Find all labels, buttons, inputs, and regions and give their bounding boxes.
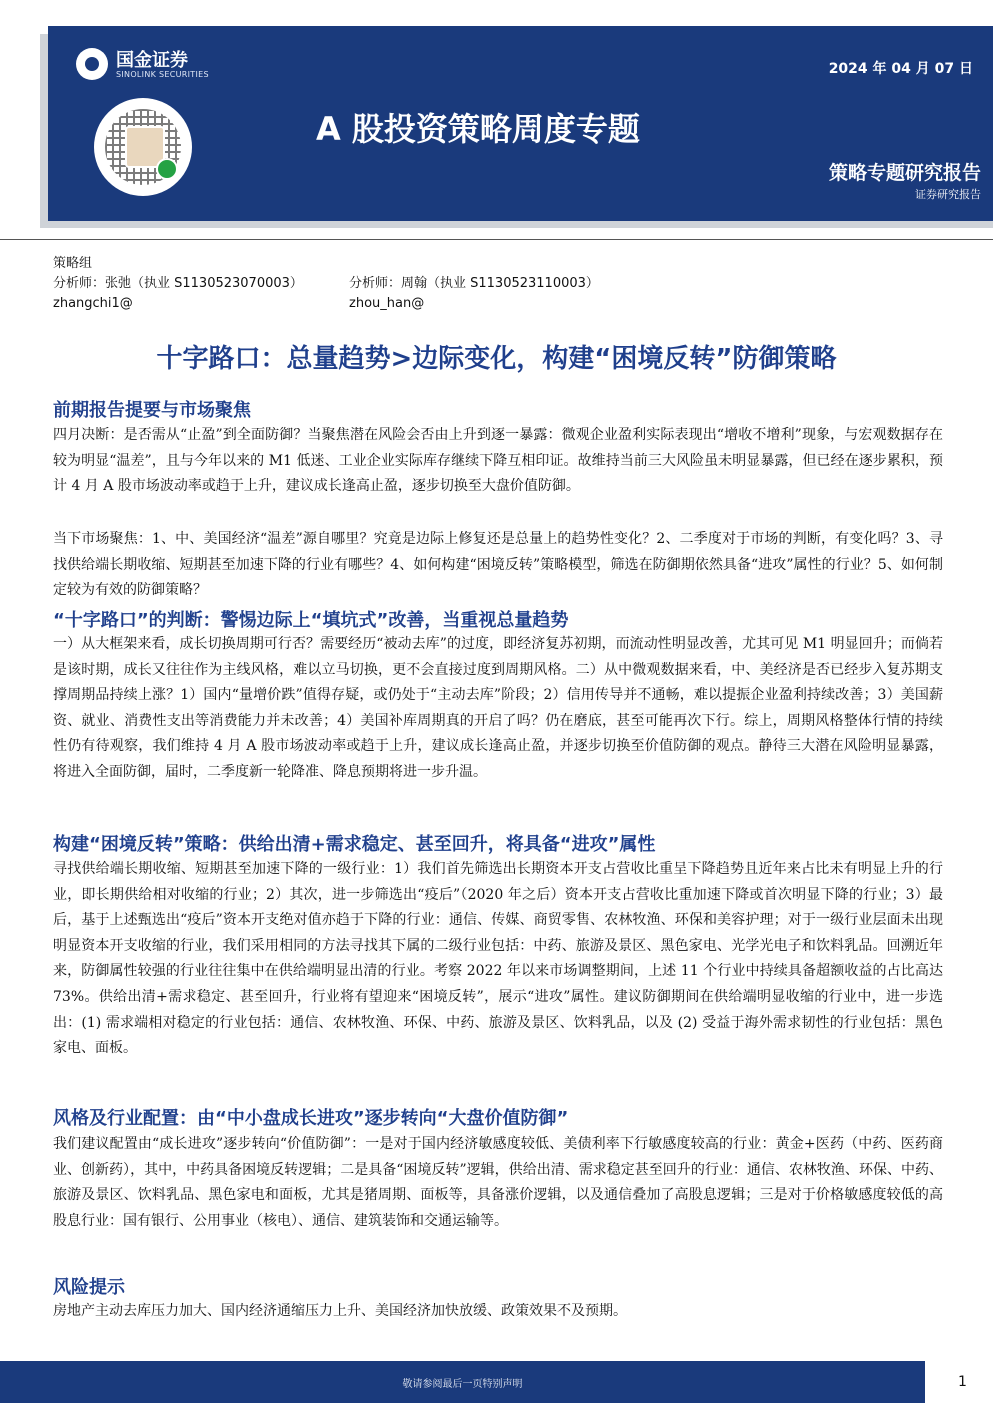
report-series-title: A 股投资策略周度专题 — [316, 110, 640, 148]
analyst-1-name: 分析师：张弛（执业 S1130523070003） — [53, 276, 303, 291]
analyst-block — [53, 254, 599, 314]
section-title-strategy: 构建“困境反转”策略：供给出清+需求稳定、甚至回升，将具备“进攻”属性 — [53, 834, 656, 855]
report-subtitle: 证券研究报告 — [915, 188, 981, 201]
analyst-1-email[interactable]: zhangchi1@ — [53, 296, 133, 311]
qr-code-icon — [94, 98, 192, 196]
mini-program-icon — [156, 158, 178, 180]
section-title-risk: 风险提示 — [53, 1277, 125, 1298]
paragraph: 当下市场聚焦：1、中、美国经济“温差”源自哪里？究竟是边际上修复还是总量上的趋势性变化？2、二季度对于市场的判断，有变化吗？3、寻找供给端长期收缩、短期甚至加速下降的行业有哪些？4、如何构建“困境反转”策略模型，筛选在防御期依然具备“进攻”属性的行业？5、如何制定较为有效的防御策略？ — [53, 531, 943, 599]
report-header — [48, 26, 993, 221]
logo-name-en: SINOLINK SECURITIES — [116, 70, 209, 79]
footer-notice: 敬请参阅最后一页特别声明 — [402, 1379, 523, 1390]
analyst-group: 策略组 — [53, 256, 93, 271]
page-number: 1 — [958, 1374, 967, 1390]
footer-bar — [0, 1361, 925, 1403]
paragraph: 我们建议配置由“成长进攻”逐步转向“价值防御”：一是对于国内经济敏感度较低、美债利率下行敏感度较高的行业：黄金+医药（中药、医药商业、创新药），其中，中药具备困境反转逻辑；二是具备“困境反转”逻辑，供给出清、需求稳定甚至回升的行业：通信、农林牧渔、环保、中药、旅游及景区、饮料乳品、黑色家电和面板，尤其是猪周期、面板等，具备涨价逻辑，以及通信叠加了高股息逻辑；三是对于价格敏感度较低的高股息行业：国有银行、公用事业（核电）、通信、建筑装饰和交通运输等。 — [53, 1136, 943, 1229]
section-title-allocation: 风格及行业配置：由“中小盘成长进攻”逐步转向“大盘价值防御” — [53, 1108, 569, 1129]
report-type: 策略专题研究报告 — [828, 162, 981, 184]
header-divider — [0, 239, 993, 240]
analyst-2-name: 分析师：周翰（执业 S1130523110003） — [349, 276, 599, 291]
paragraph: 一）从大框架来看，成长切换周期可行否？需要经历“被动去库”的过度，即经济复苏初期，而流动性明显改善，尤其可见 M1 明显回升；而倘若是该时期，成长又往往作为主线风格，难以立马切换，更不会直接过度到周期风格。二）从中微观数据来看，中、美经济是否已经步入复苏期支撑周期品持续上涨？1）国内“量增价跌”值得存疑，或仍处于“主动去库”阶段；2）信用传导并不通畅，难以提振企业盈利持续改善；3）美国薪资、就业、消费性支出等消费能力并未改善；4）美国补库周期真的开启了吗？仍在磨底，甚至可能再次下行。综上，周期风格整体行情的持续性仍有待观察，我们维持 4 月 A 股市场波动率或趋于上升，建议成长逢高止盈，并逐步切换至价值防御的观点。静待三大潜在风险明显暴露，将进入全面防御，届时，二季度新一轮降准、降息预期将进一步升温。 — [53, 636, 943, 780]
company-logo — [76, 46, 209, 86]
analyst-2-email[interactable]: zhou_han@ — [349, 296, 425, 311]
paragraph: 房地产主动去库压力加大、国内经济通缩压力上升、美国经济加快放缓、政策效果不及预期。 — [53, 1303, 627, 1319]
report-date: 2024 年 04 月 07 日 — [828, 61, 973, 77]
logo-name-cn: 国金证券 — [116, 50, 188, 71]
section-title-crossroads: “十字路口”的判断：警惕边际上“填坑式”改善，当重视总量趋势 — [53, 610, 569, 631]
paragraph: 寻找供给端长期收缩、短期甚至加速下降的一级行业：1）我们首先筛选出长期资本开支占营收比重呈下降趋势且近年来占比未有明显上升的行业，即长期供给相对收缩的行业；2）其次，进一步筛选出“疫后”（2020 年之后）资本开支占营收比重加速下降或首次明显下降的行业；3）最后，基于上述甄选出“疫后”资本开支绝对值亦趋于下降的行业：通信、传媒、商贸零售、农林牧渔、环保和美容护理；对于一级行业层面未出现明显资本开支收缩的行业，我们采用相同的方法寻找其下属的二级行业包括：中药、旅游及景区、黑色家电、光学光电子和饮料乳品。回溯近年来，防御属性较强的行业往往集中在供给端明显出清的行业。考察 2022 年以来市场调整期间，上述 11 个行业中持续具备超额收益的占比高达 73%。供给出清+需求稳定、甚至回升，行业将有望迎来“困境反转”，展示“进攻”属性。建议防御期间在供给端明显收缩的行业中，进一步选出：(1) 需求端相对稳定的行业包括：通信、农林牧渔、环保、中药、旅游及景区、饮料乳品，以及 (2) 受益于海外需求韧性的行业包括：黑色家电、面板。 — [53, 861, 943, 1057]
logo-mark-icon — [76, 48, 108, 80]
section-title-review: 前期报告提要与市场聚焦 — [53, 400, 251, 421]
main-title: 十字路口：总量趋势>边际变化，构建“困境反转”防御策略 — [156, 344, 837, 374]
paragraph: 四月决断：是否需从“止盈”到全面防御？当聚焦潜在风险会否由上升到逐一暴露：微观企业盈利实际表现出“增收不增利”现象，与宏观数据存在较为明显“温差”，且与今年以来的 M1 低迷、工业企业实际库存继续下降互相印证。故维持当前三大风险虽未明显暴露，但已经在逐步累积，预计 4 月 A 股市场波动率或趋于上升，建议成长逢高止盈，逐步切换至大盘价值防御。 — [53, 427, 943, 495]
